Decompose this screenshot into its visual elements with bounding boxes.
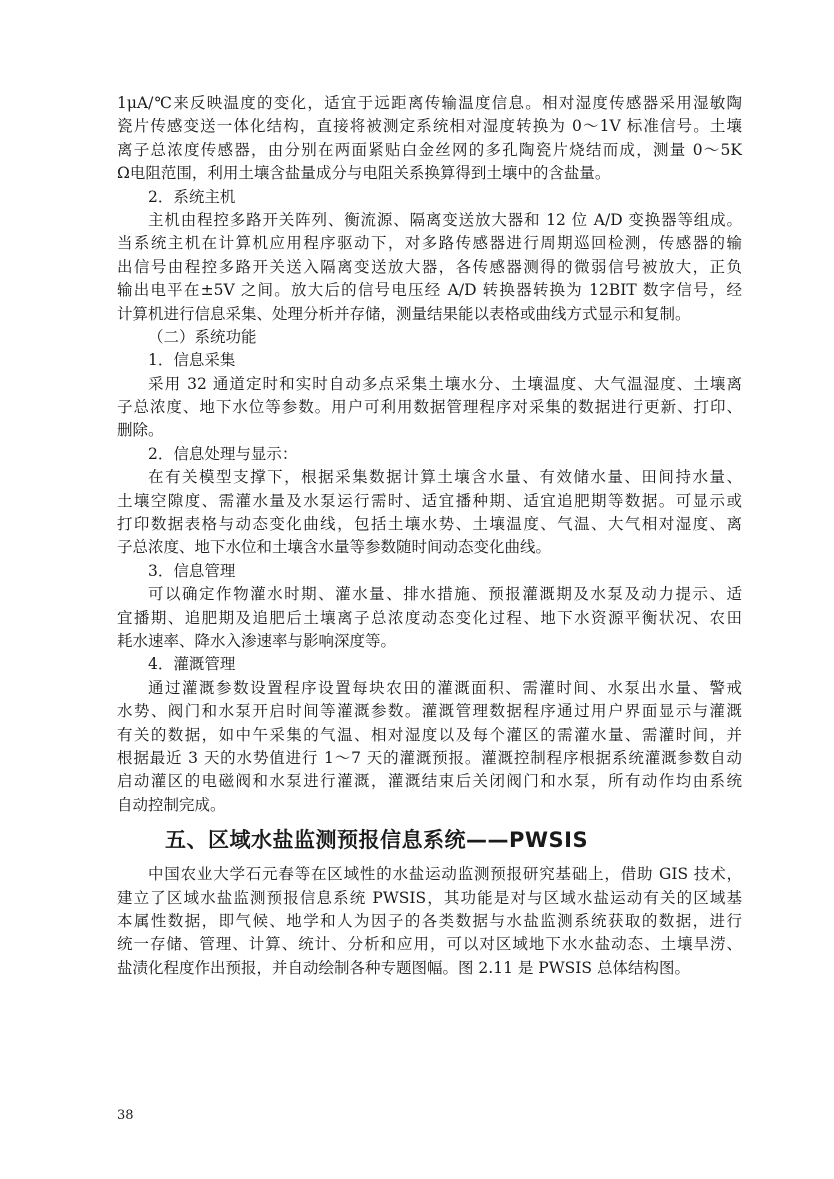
subheading-info-collection: 1．信息采集 [148,351,236,370]
text-line: 打印数据表格与动态变化曲线，包括土壤水势、土壤温度、气温、大气相对湿度、离 [117,515,742,534]
text-line: 建立了区域水盐监测预报信息系统 PWSIS，其功能是对与区域水盐运动有关的区域基 [117,888,742,907]
paragraph [117,863,742,980]
paragraph [117,677,742,817]
text-line: 土壤空隙度、需灌水量及水泵运行需时、适宜播种期、适宜追肥期等数据。可显示或 [117,491,742,510]
text-line: 中国农业大学石元春等在区域性的水盐运动监测预报研究基础上，借助 GIS 技术， [148,865,742,884]
subheading-system-functions: （二）系统功能 [148,327,257,346]
text-line: 可以确定作物灌水时期、灌水量、排水措施、预报灌溉期及水泵及动力提示、适 [148,585,742,604]
subheading-system-host: 2．系统主机 [148,187,236,206]
subheading-info-processing: 2．信息处理与显示： [148,444,298,463]
text-line: 宜播期、追肥期及追肥后土壤离子总浓度动态变化过程、地下水资源平衡状况、农田 [117,608,742,627]
page-number: 38 [117,1108,134,1123]
text-line: 当系统主机在计算机应用程序驱动下，对多路传感器进行周期巡回检测，传感器的输 [117,234,742,253]
text-line: 耗水速率、降水入渗速率与影响深度等。 [117,631,397,650]
text-line: 子总浓度、地下水位等参数。用户可利用数据管理程序对采集的数据进行更新、打印、 [117,398,742,417]
text-line: 采用 32 通道定时和实时自动多点采集土壤水分、土壤温度、大气温湿度、土壤离 [148,374,742,393]
text-line: 通过灌溉参数设置程序设置每块农田的灌溉面积、需灌时间、水泵出水量、警戒 [148,678,742,697]
paragraph [117,583,742,653]
paragraph [117,373,742,443]
text-line: 输出电平在±5V 之间。放大后的信号电压经 A/D 转换器转换为 12BIT 数字信号，经 [117,281,742,300]
text-line: 子总浓度、地下水位和土壤含水量等参数随时间动态变化曲线。 [117,538,552,557]
subheading-irrigation-management: 4．灌溉管理 [148,655,236,674]
paragraph [117,92,742,186]
text-line: 统一存储、管理、计算、统计、分析和应用，可以对区域地下水水盐动态、土壤旱涝、 [117,935,742,954]
text-line: 在有关模型支撑下，根据采集数据计算土壤含水量、有效储水量、田间持水量、 [148,468,742,487]
text-line: 有关的数据，如中午采集的气温、相对湿度以及每个灌区的需灌水量、需灌时间，并 [117,725,742,744]
text-line: 离子总浓度传感器，由分别在两面紧贴白金丝网的多孔陶瓷片烧结而成，测量 0～5K [117,140,742,159]
text-line: 盐渍化程度作出预报，并自动绘制各种专题图幅。图 2.11 是 PWSIS 总体结构图。 [117,958,690,977]
text-line: 删除。 [117,421,164,440]
paragraph [117,466,742,560]
text-line: Ω电阻范围，利用土壤含盐量成分与电阻关系换算得到土壤中的含盐量。 [117,164,611,183]
text-line: 1μA/℃来反映温度的变化，适宜于远距离传输温度信息。相对湿度传感器采用湿敏陶 [117,94,742,112]
text-line: 本属性数据，即气候、地学和人为因子的各类数据与水盐监测系统获取的数据，进行 [117,911,742,930]
text-line: 启动灌区的电磁阀和水泵进行灌溉，灌溉结束后关闭阀门和水泵，所有动作均由系统 [117,772,742,791]
text-line: 出信号由程控多路开关送入隔离变送放大器，各传感器测得的微弱信号被放大，正负 [117,257,742,276]
text-line: 主机由程控多路开关阵列、衡流源、隔离变送放大器和 12 位 A/D 变换器等组成。 [148,210,742,229]
text-line: 自动控制完成。 [117,795,226,814]
text-line: 瓷片传感变送一体化结构，直接将被测定系统相对湿度转换为 0～1V 标准信号。土壤 [117,117,742,136]
text-line: 根据最近 3 天的水势值进行 1～7 天的灌溉预报。灌溉控制程序根据系统灌溉参数自动 [117,748,742,767]
text-line: 水势、阀门和水泵开启时间等灌溉参数。灌溉管理数据程序通过用户界面显示与灌溉 [117,702,742,721]
section-heading-pwsis: 五、区域水盐监测预报信息系统——PWSIS [165,828,589,853]
text-line: 计算机进行信息采集、处理分析并存储，测量结果能以表格或曲线方式显示和复制。 [117,304,691,323]
page-body [117,92,742,980]
paragraph [117,209,742,326]
subheading-info-management: 3．信息管理 [148,561,236,580]
